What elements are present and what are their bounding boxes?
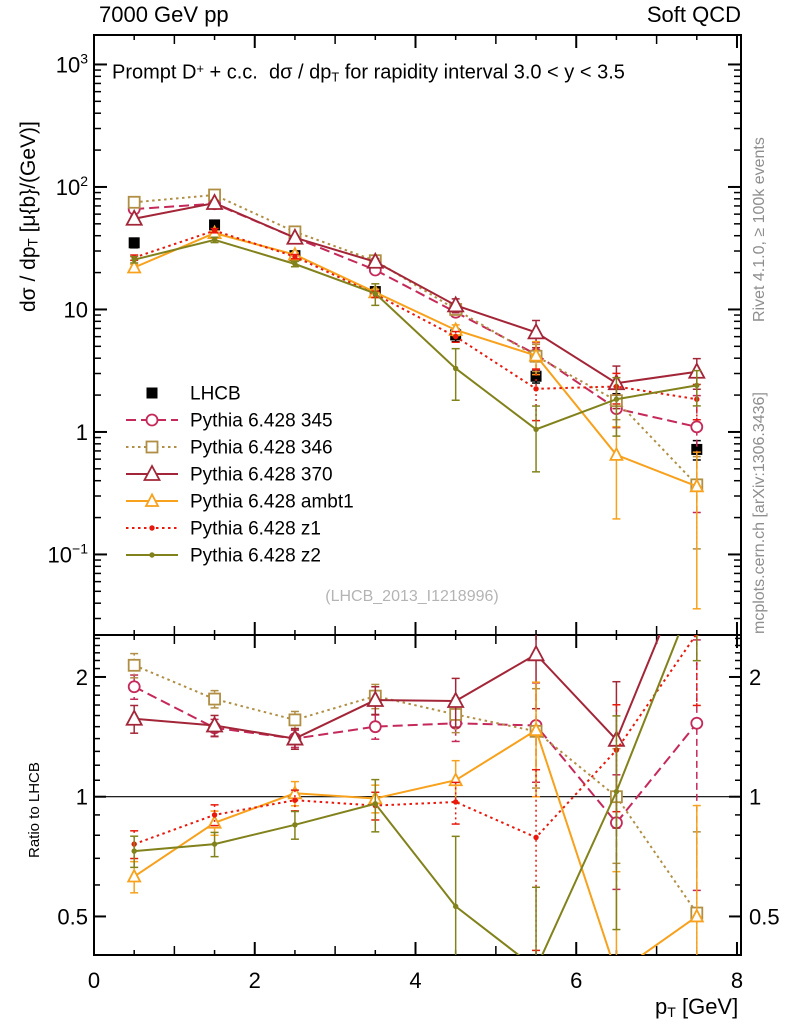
- marker-z1: [453, 334, 458, 339]
- legend-item-lhcb: [147, 384, 241, 405]
- svg-text:0.5: 0.5: [57, 904, 88, 930]
- main-y-tick-labels: [48, 50, 89, 567]
- marker-p346: [129, 660, 140, 671]
- svg-text:0: 0: [87, 968, 101, 993]
- marker-ambt1: [128, 870, 140, 882]
- legend-label-p370: Pythia 6.428 370: [190, 464, 333, 486]
- beam-energy-label: 7000 GeV pp: [99, 2, 229, 27]
- svg-text:1: 1: [749, 784, 762, 810]
- marker-lhcb: [129, 237, 140, 248]
- svg-text:2: 2: [248, 968, 261, 993]
- legend-item-z1: [126, 519, 321, 540]
- svg-text:8: 8: [730, 968, 744, 993]
- svg-text:10−1: $10^{-1}$: [47, 540, 88, 568]
- svg-text:2: 2: [749, 664, 762, 690]
- mcplots-reference-note: mcplots.cern.ch [arXiv:1306.3436]: [751, 392, 768, 634]
- analysis-id-watermark: (LHCB_2013_I1218996): [325, 588, 499, 605]
- legend-label-z2: Pythia 6.428 z2: [190, 545, 321, 567]
- marker-z2: [614, 397, 619, 402]
- marker-z2: [453, 366, 458, 371]
- marker-z2: [614, 789, 619, 794]
- marker-p345: [370, 721, 381, 732]
- marker-p345: [691, 718, 702, 729]
- svg-text:1: 1: [75, 419, 88, 445]
- marker-z2: [533, 966, 538, 971]
- marker-z2: [131, 848, 136, 853]
- legend-item-p346: [126, 438, 333, 459]
- legend-item-z2: [126, 546, 321, 567]
- marker-z2: [694, 383, 699, 388]
- svg-text:102: $10^2$: [55, 172, 88, 200]
- marker-p346: [129, 197, 140, 208]
- marker-p346: [147, 442, 158, 453]
- svg-text:10: 10: [63, 297, 88, 323]
- svg-text:1: 1: [75, 784, 88, 810]
- marker-ambt1: [610, 967, 622, 979]
- legend-item-p345: [126, 411, 333, 432]
- marker-z2: [292, 261, 297, 266]
- legend-label-z1: Pythia 6.428 z1: [190, 518, 321, 540]
- x-axis-label: $p_T$ [GeV]: [655, 994, 739, 1020]
- process-group-label: Soft QCD: [646, 2, 741, 27]
- legend-item-ambt1: [126, 492, 354, 513]
- marker-z2: [212, 841, 217, 846]
- marker-z2: [453, 904, 458, 909]
- marker-lhcb: [147, 388, 158, 399]
- marker-z2: [292, 822, 297, 827]
- marker-p345: [147, 415, 158, 426]
- legend-label-p346: Pythia 6.428 346: [190, 437, 333, 459]
- marker-z2: [373, 801, 378, 806]
- marker-z1: [212, 228, 217, 233]
- marker-p346: [289, 714, 300, 725]
- marker-p346: [209, 694, 220, 705]
- svg-text:2: 2: [75, 664, 88, 690]
- marker-z2: [131, 257, 136, 262]
- marker-z1: [292, 798, 297, 803]
- marker-z1: [533, 386, 538, 391]
- svg-text:103: $10^3$: [55, 50, 88, 78]
- marker-z2: [373, 291, 378, 296]
- marker-p345: [691, 421, 702, 432]
- marker-z1: [533, 835, 538, 840]
- marker-z2: [149, 552, 154, 557]
- legend-label-p345: Pythia 6.428 345: [190, 410, 333, 432]
- marker-p370: [127, 711, 142, 725]
- x-tick-labels: [88, 968, 743, 993]
- legend-label-lhcb: LHCB: [190, 383, 241, 405]
- main-y-axis-label: dσ / $dp_T$ [μ{b}/(GeV)]: [17, 121, 41, 312]
- svg-text:6: 6: [570, 968, 583, 993]
- plot-title: Prompt D+ + c.c. dσ / $dp_T$ for rapidity interval 3.0 < y < 3.5: [112, 61, 625, 85]
- marker-z1: [149, 525, 154, 530]
- marker-z1: [292, 254, 297, 259]
- legend: [126, 384, 354, 567]
- marker-p345: [129, 681, 140, 692]
- marker-p370: [529, 646, 544, 660]
- marker-z1: [212, 812, 217, 817]
- ratio-y-axis-label: Ratio to LHCB: [26, 762, 43, 858]
- marker-z1: [453, 799, 458, 804]
- generator-version-note: Rivet 4.1.0, ≥ 100k events: [751, 137, 768, 322]
- svg-text:0.5: 0.5: [749, 904, 780, 930]
- svg-text:4: 4: [409, 968, 422, 993]
- marker-z2: [533, 427, 538, 432]
- marker-z2: [212, 237, 217, 242]
- legend-label-ambt1: Pythia 6.428 ambt1: [190, 491, 354, 513]
- legend-item-p370: [126, 465, 333, 486]
